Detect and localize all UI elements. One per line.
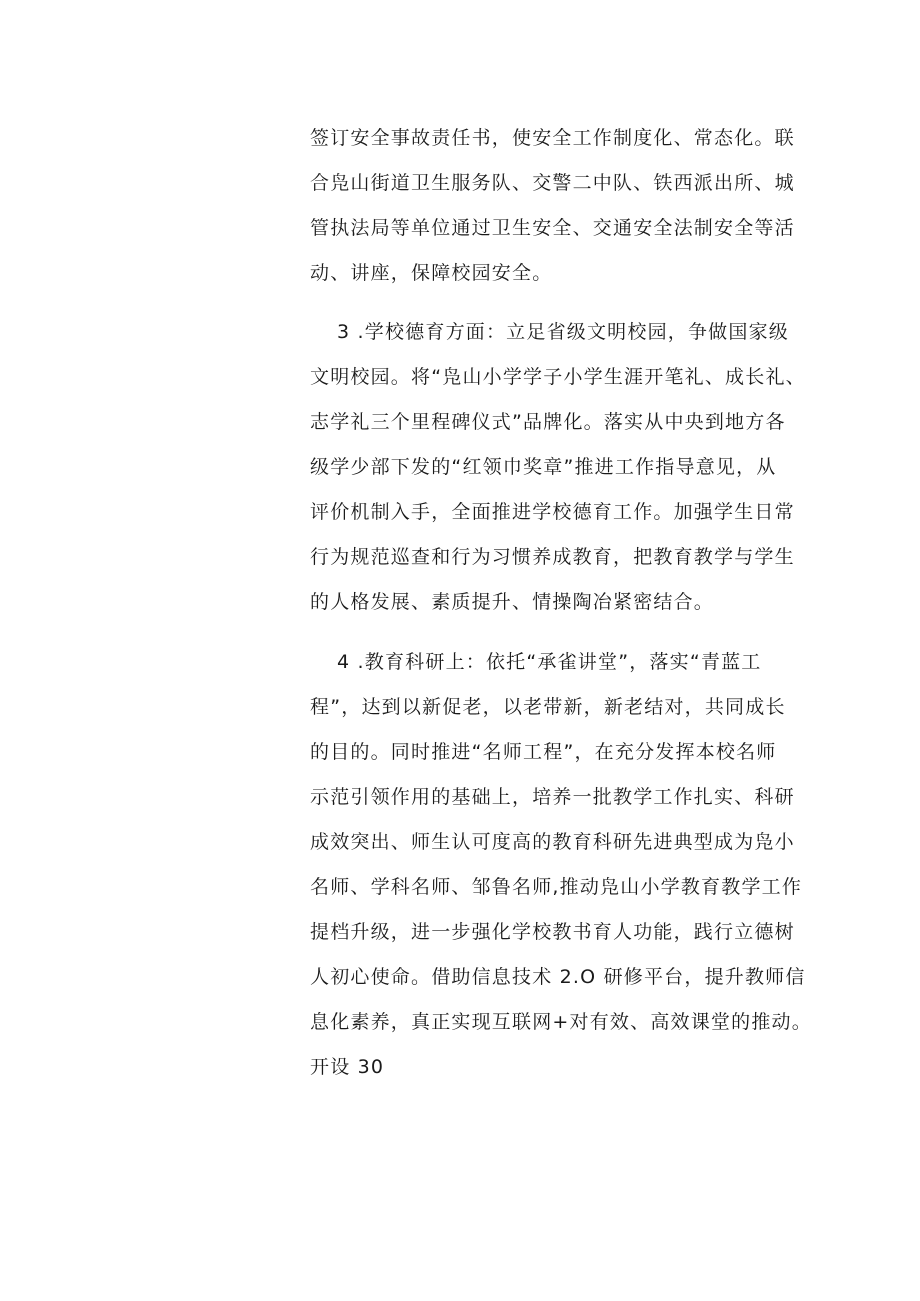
paragraph-2-line-1: 3 .学校德育方面：立足省级文明校园，争做国家级	[337, 321, 789, 343]
paragraph-3-line-4: 示范引领作用的基础上，培养一批教学工作扎实、科研	[310, 786, 795, 808]
paragraph-2-line-3: 志学礼三个里程碑仪式”品牌化。落实从中央到地方各	[310, 411, 786, 433]
paragraph-1-line-2: 合凫山街道卫生服务队、交警二中队、铁西派出所、城	[310, 172, 795, 194]
paragraph-2-line-5: 评价机制入手，全面推进学校德育工作。加强学生日常	[310, 501, 795, 523]
paragraph-1-line-4: 动、讲座，保障校园安全。	[310, 262, 553, 284]
paragraph-2-line-7: 的人格发展、素质提升、情操陶冶紧密结合。	[310, 591, 715, 613]
paragraph-3-line-3: 的目的。同时推进“名师工程”，在充分发挥本校名师	[310, 741, 777, 763]
paragraph-1-line-3: 管执法局等单位通过卫生安全、交通安全法制安全等活	[310, 217, 795, 239]
paragraph-3-line-5: 成效突出、师生认可度高的教育科研先进典型成为凫小	[310, 831, 795, 853]
paragraph-3-line-10: 开设 30	[310, 1056, 385, 1078]
paragraph-3-line-7: 提档升级，进一步强化学校教书育人功能，践行立德树	[310, 921, 795, 943]
paragraph-2-line-6: 行为规范巡查和行为习惯养成教育，把教育教学与学生	[310, 546, 795, 568]
paragraph-3-line-6: 名师、学科名师、邹鲁名师,推动凫山小学教育教学工作	[310, 876, 803, 898]
paragraph-3-line-8: 人初心使命。借助信息技术 2.O 研修平台，提升教师信	[310, 966, 806, 988]
paragraph-2-line-4: 级学少部下发的“红领巾奖章”推进工作指导意见，从	[310, 456, 777, 478]
paragraph-2-line-2: 文明校园。将“凫山小学学子小学生涯开笔礼、成长礼、	[310, 366, 806, 388]
paragraph-3-line-1: 4 .教育科研上：依托“承雀讲堂”，落实“青蓝工	[337, 651, 762, 673]
paragraph-1-line-1: 签订安全事故责任书，使安全工作制度化、常态化。联	[310, 127, 795, 149]
paragraph-3-line-2: 程”，达到以新促老，以老带新，新老结对，共同成长	[310, 696, 786, 718]
paragraph-3-line-9: 息化素养，真正实现互联网+对有效、高效课堂的推动。	[310, 1011, 812, 1033]
